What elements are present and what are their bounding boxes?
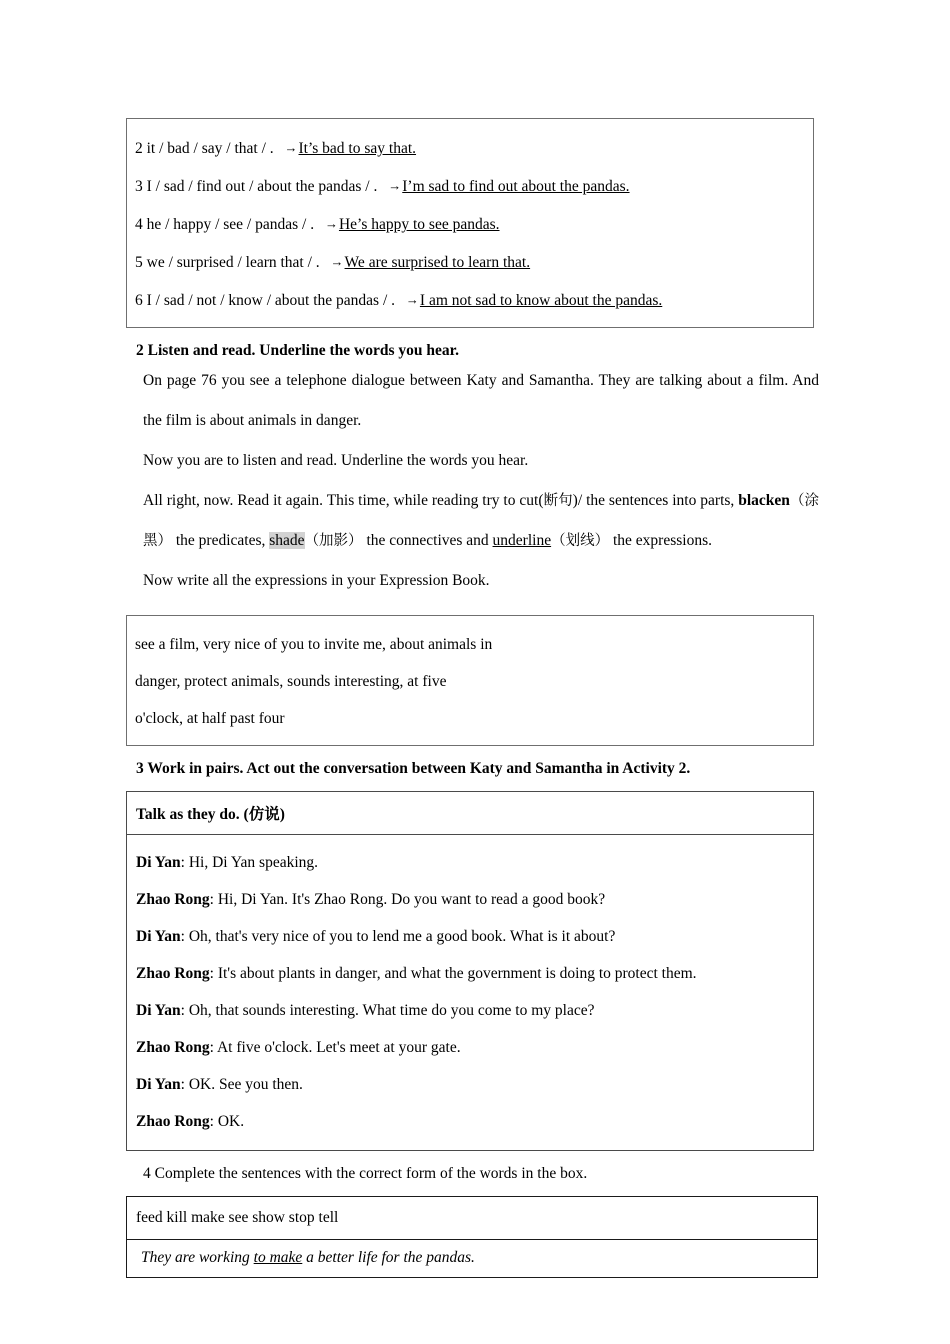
word-bank-cell — [127, 1197, 818, 1240]
dialogue-line — [136, 1029, 813, 1066]
speaker-name: Zhao Rong — [136, 891, 210, 908]
word-bank-table — [126, 1196, 818, 1278]
underline-word: underline — [492, 532, 552, 549]
example-answer-cell — [127, 1240, 818, 1278]
arrow-icon: → — [324, 216, 338, 231]
speaker-name: Di Yan — [136, 1076, 181, 1093]
dialogue-line — [136, 955, 813, 992]
chinese-jiaying: （加影） — [304, 533, 363, 549]
dialogue-body-row — [127, 835, 814, 1151]
arrow-icon: → — [284, 140, 298, 155]
dialogue-line — [136, 1103, 813, 1140]
expressions-box — [126, 615, 814, 746]
dialogue-line — [136, 844, 813, 881]
dialogue-header-row — [127, 792, 814, 835]
chinese-duanju: 断句 — [543, 493, 573, 509]
activity2-heading: 2 Listen and read. Underline the words you hear. — [136, 342, 459, 359]
speaker-name: Di Yan — [136, 928, 181, 945]
example-pre: They are working — [141, 1249, 254, 1266]
word-bank-list: feed kill make see show stop tell — [136, 1209, 339, 1226]
sentence-answer: I’m sad to find out about the pandas. — [402, 178, 630, 195]
sentence-number: 2 — [135, 140, 143, 157]
speaker-name: Di Yan — [136, 1002, 181, 1019]
sentence-prompt: I / sad / not / know / about the pandas / . — [146, 292, 396, 309]
sentence-number: 5 — [135, 254, 143, 271]
speaker-text: : Hi, Di Yan. It's Zhao Rong. Do you want to read a good book? — [209, 891, 606, 908]
word-bank-row — [127, 1197, 818, 1240]
sentence-answer: We are surprised to learn that. — [344, 254, 531, 271]
expression-line: see a film, very nice of you to invite me, about animals in — [135, 636, 493, 653]
paragraph3-pre: All right, now. Read it again. This time, while reading try to cut( — [143, 492, 544, 509]
dialogue-line — [136, 992, 813, 1029]
sentence-line — [135, 281, 805, 319]
chinese-tuhei: （涂黑） — [143, 493, 820, 549]
dialogue-body-cell — [127, 835, 814, 1151]
dialogue-line — [136, 1066, 813, 1103]
page-content — [126, 118, 820, 1278]
speaker-name: Zhao Rong — [136, 1039, 210, 1056]
dialogue-header-cell — [127, 792, 814, 835]
speaker-text: : Oh, that's very nice of you to lend me a good book. What is it about? — [180, 928, 616, 945]
mid-text-4: the expressions. — [609, 532, 712, 549]
activity3-heading: 3 Work in pairs. Act out the conversation between Katy and Samantha in Activity 2. — [136, 760, 691, 777]
arrow-icon: → — [330, 254, 344, 269]
blacken-word: blacken — [738, 492, 790, 509]
speaker-text: : It's about plants in danger, and what the government is doing to protect them. — [209, 965, 697, 982]
example-answer-row — [127, 1240, 818, 1278]
sentence-line — [135, 129, 805, 167]
sentence-line — [135, 243, 805, 281]
expression-line: o'clock, at half past four — [135, 710, 285, 727]
activity4-heading: 4 Complete the sentences with the correct form of the words in the box. — [143, 1165, 588, 1182]
sentence-answer: He’s happy to see pandas. — [338, 216, 500, 233]
dialogue-line — [136, 881, 813, 918]
sentence-answer: I am not sad to know about the pandas. — [419, 292, 663, 309]
sentence-line — [135, 167, 805, 205]
dialogue-lines — [127, 835, 813, 1150]
sentence-prompt: we / surprised / learn that / . — [146, 254, 320, 271]
activity2-paragraph-3 — [143, 481, 819, 561]
speaker-text: : Hi, Di Yan speaking. — [180, 854, 319, 871]
example-post: a better life for the pandas. — [302, 1249, 475, 1266]
example-answer — [127, 1240, 817, 1277]
sentence-prompt: I / sad / find out / about the pandas / . — [146, 178, 378, 195]
dialogue-header-label: Talk as they do. (仿说) — [136, 806, 285, 823]
sentence-prompt: he / happy / see / pandas / . — [146, 216, 315, 233]
sentence-number: 4 — [135, 216, 143, 233]
shade-word: shade — [269, 532, 305, 549]
sentence-transform-box — [126, 118, 814, 328]
sentence-number: 6 — [135, 292, 143, 309]
example-underlined-answer: to make — [253, 1249, 303, 1266]
activity2-paragraph-2: Now you are to listen and read. Underline the words you hear. — [143, 452, 529, 469]
activity2-paragraph-4: Now write all the expressions in your Expression Book. — [143, 572, 490, 589]
speaker-text: : OK. — [209, 1113, 245, 1130]
chinese-huaxian: （划线） — [551, 533, 610, 549]
sentence-prompt: it / bad / say / that / . — [146, 140, 274, 157]
dialogue-line — [136, 918, 813, 955]
arrow-icon: → — [405, 292, 419, 307]
mid-text-3: the connectives and — [362, 532, 493, 549]
speaker-name: Zhao Rong — [136, 965, 210, 982]
sentence-line — [135, 205, 805, 243]
dialogue-table — [126, 791, 814, 1151]
speaker-text: : OK. See you then. — [180, 1076, 303, 1093]
activity2-paragraph-1: On page 76 you see a telephone dialogue between Katy and Samantha. They are talking about a film. And the film is about animals in danger. — [143, 372, 819, 429]
speaker-name: Zhao Rong — [136, 1113, 210, 1130]
paragraph3-mid1: )/ the sentences into parts, — [572, 492, 739, 509]
speaker-text: : Oh, that sounds interesting. What time do you come to my place? — [180, 1002, 595, 1019]
mid-text-2: the predicates, — [172, 532, 270, 549]
arrow-icon: → — [388, 178, 402, 193]
sentence-answer: It’s bad to say that. — [298, 140, 417, 157]
expression-line: danger, protect animals, sounds interesting, at five — [135, 673, 447, 690]
speaker-name: Di Yan — [136, 854, 181, 871]
sentence-number: 3 — [135, 178, 143, 195]
speaker-text: : At five o'clock. Let's meet at your gate. — [209, 1039, 461, 1056]
